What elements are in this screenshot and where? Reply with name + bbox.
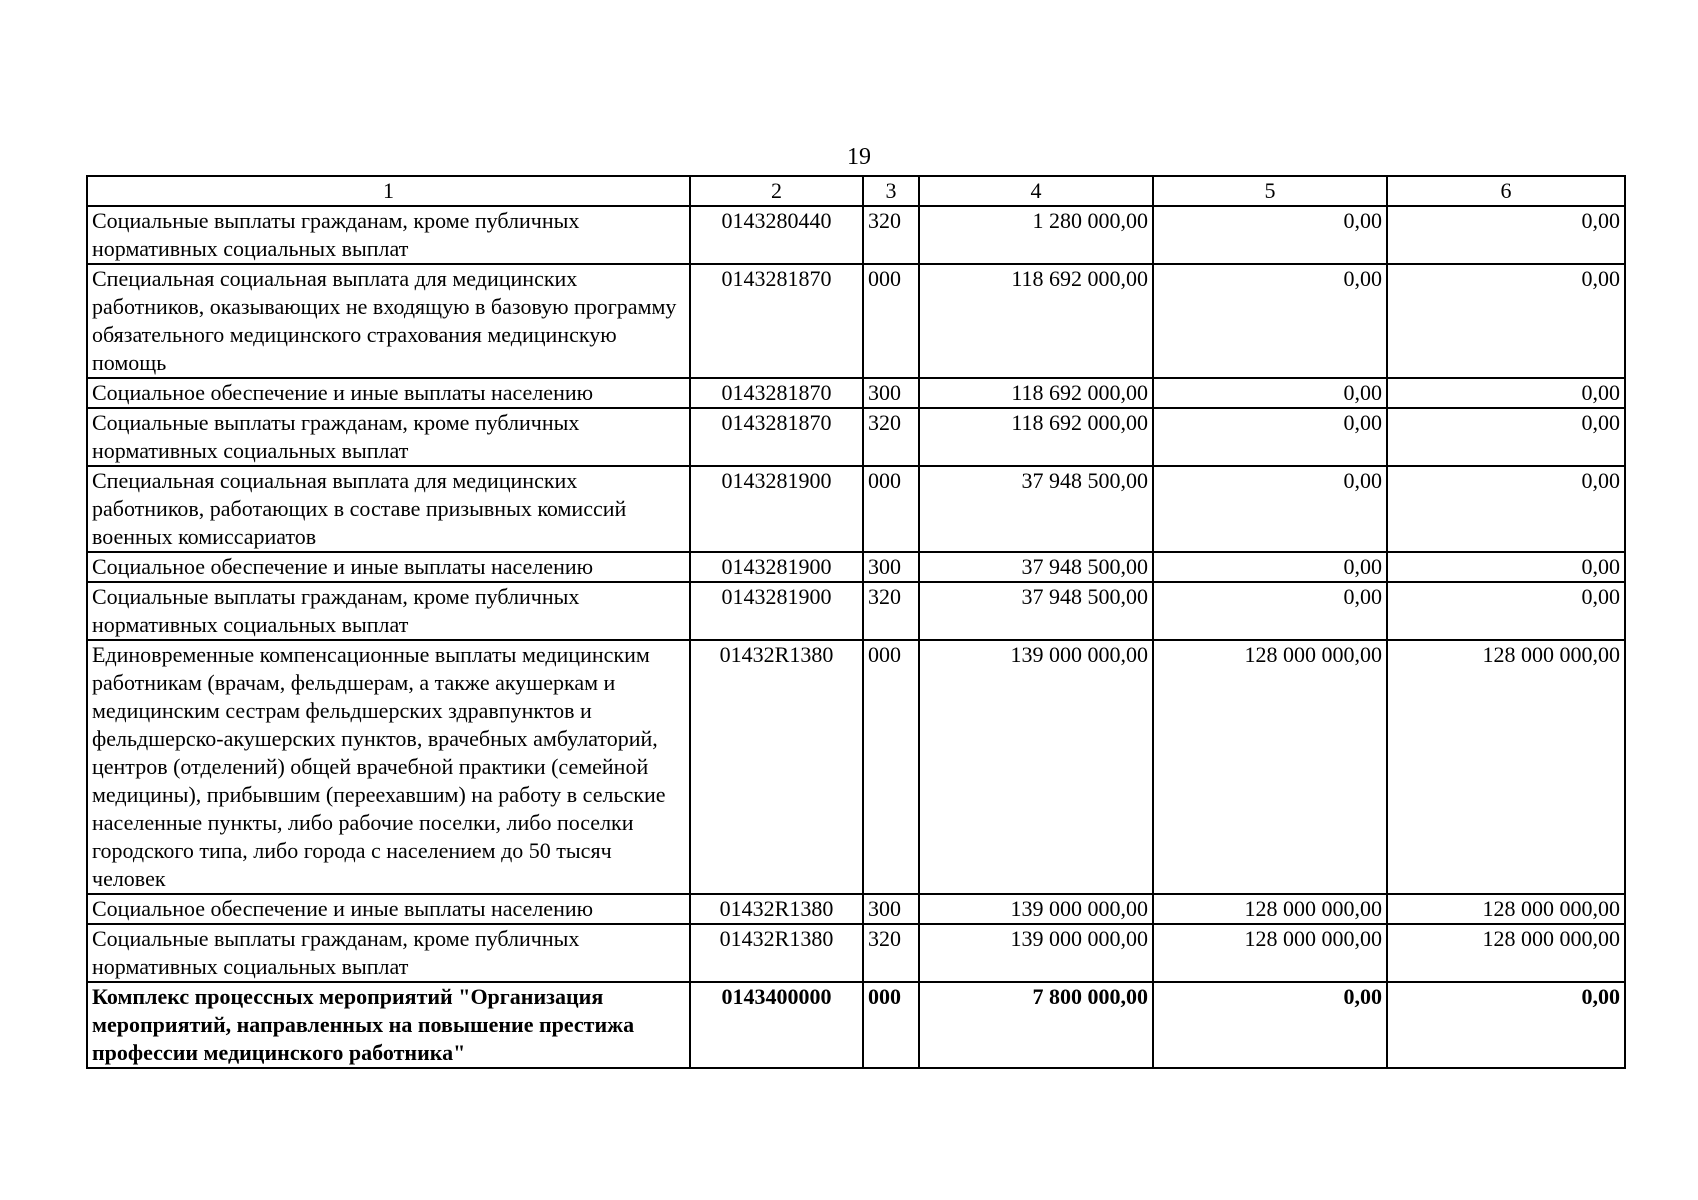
row-amount-col6: 0,00 — [1387, 408, 1625, 466]
row-amount-col5: 0,00 — [1153, 206, 1387, 264]
row-target-code: 01432R1380 — [690, 640, 863, 894]
row-amount-col6: 0,00 — [1387, 466, 1625, 552]
row-target-code: 0143281900 — [690, 552, 863, 582]
row-expense-type: 000 — [863, 466, 919, 552]
row-name: Социальные выплаты гражданам, кроме публичных нормативных социальных выплат — [87, 408, 690, 466]
row-target-code: 0143400000 — [690, 982, 863, 1068]
row-expense-type: 000 — [863, 264, 919, 378]
column-number-row — [87, 176, 1625, 206]
table-row — [87, 582, 1625, 640]
table-row — [87, 640, 1625, 894]
row-amount-col4: 139 000 000,00 — [919, 640, 1153, 894]
row-expense-type: 300 — [863, 378, 919, 408]
table-row — [87, 206, 1625, 264]
row-amount-col6: 128 000 000,00 — [1387, 640, 1625, 894]
row-amount-col4: 118 692 000,00 — [919, 264, 1153, 378]
row-target-code: 0143281870 — [690, 264, 863, 378]
budget-table — [86, 175, 1626, 1069]
row-name: Комплекс процессных мероприятий "Организация мероприятий, направленных на повышение престижа профессии медицинского работника" — [87, 982, 690, 1068]
row-amount-col6: 0,00 — [1387, 552, 1625, 582]
row-amount-col5: 0,00 — [1153, 582, 1387, 640]
row-amount-col5: 128 000 000,00 — [1153, 924, 1387, 982]
table-row — [87, 264, 1625, 378]
row-target-code: 01432R1380 — [690, 924, 863, 982]
row-expense-type: 320 — [863, 924, 919, 982]
row-target-code: 0143281900 — [690, 466, 863, 552]
row-amount-col4: 7 800 000,00 — [919, 982, 1153, 1068]
column-header-6: 6 — [1387, 176, 1625, 206]
row-amount-col6: 0,00 — [1387, 378, 1625, 408]
row-expense-type: 320 — [863, 408, 919, 466]
row-target-code: 0143281870 — [690, 378, 863, 408]
row-amount-col5: 128 000 000,00 — [1153, 894, 1387, 924]
row-name: Единовременные компенсационные выплаты медицинским работникам (врачам, фельдшерам, а также акушеркам и медицинским сестрам фельдшерских здравпунктов и фельдшерско-акушерских пунктов, врачебных амбулаторий, центров (отделений) общей врачебной практики (семейной медицины), прибывшим (переехавшим) на работу в сельские населенные пункты, либо рабочие поселки, либо поселки городского типа, либо города с населением до 50 тысяч человек — [87, 640, 690, 894]
column-header-2: 2 — [690, 176, 863, 206]
column-header-5: 5 — [1153, 176, 1387, 206]
table-row — [87, 894, 1625, 924]
row-expense-type: 300 — [863, 894, 919, 924]
row-amount-col6: 0,00 — [1387, 264, 1625, 378]
row-amount-col5: 0,00 — [1153, 264, 1387, 378]
row-amount-col4: 37 948 500,00 — [919, 552, 1153, 582]
row-amount-col4: 118 692 000,00 — [919, 378, 1153, 408]
table-row — [87, 378, 1625, 408]
column-header-4: 4 — [919, 176, 1153, 206]
row-amount-col5: 0,00 — [1153, 552, 1387, 582]
page-number: 19 — [847, 144, 871, 170]
row-amount-col4: 37 948 500,00 — [919, 466, 1153, 552]
row-expense-type: 300 — [863, 552, 919, 582]
row-amount-col6: 128 000 000,00 — [1387, 894, 1625, 924]
row-name: Социальные выплаты гражданам, кроме публичных нормативных социальных выплат — [87, 582, 690, 640]
table-row — [87, 924, 1625, 982]
row-amount-col5: 0,00 — [1153, 408, 1387, 466]
row-amount-col4: 139 000 000,00 — [919, 894, 1153, 924]
row-amount-col6: 0,00 — [1387, 582, 1625, 640]
table-row — [87, 982, 1625, 1068]
row-amount-col5: 0,00 — [1153, 982, 1387, 1068]
row-name: Социальные выплаты гражданам, кроме публичных нормативных социальных выплат — [87, 206, 690, 264]
row-target-code: 0143281900 — [690, 582, 863, 640]
row-amount-col4: 139 000 000,00 — [919, 924, 1153, 982]
row-target-code: 0143281870 — [690, 408, 863, 466]
row-amount-col4: 1 280 000,00 — [919, 206, 1153, 264]
row-name: Социальные выплаты гражданам, кроме публичных нормативных социальных выплат — [87, 924, 690, 982]
row-amount-col6: 128 000 000,00 — [1387, 924, 1625, 982]
row-expense-type: 320 — [863, 582, 919, 640]
column-header-3: 3 — [863, 176, 919, 206]
row-amount-col5: 0,00 — [1153, 378, 1387, 408]
row-target-code: 0143280440 — [690, 206, 863, 264]
row-target-code: 01432R1380 — [690, 894, 863, 924]
table-row — [87, 552, 1625, 582]
row-name: Социальное обеспечение и иные выплаты населению — [87, 552, 690, 582]
row-amount-col4: 118 692 000,00 — [919, 408, 1153, 466]
column-header-1: 1 — [87, 176, 690, 206]
row-name: Специальная социальная выплата для медицинских работников, оказывающих не входящую в базовую программу обязательного медицинского страхования медицинскую помощь — [87, 264, 690, 378]
row-expense-type: 320 — [863, 206, 919, 264]
row-expense-type: 000 — [863, 982, 919, 1068]
row-name: Социальное обеспечение и иные выплаты населению — [87, 378, 690, 408]
table-row — [87, 408, 1625, 466]
row-name: Специальная социальная выплата для медицинских работников, работающих в составе призывных комиссий военных комиссариатов — [87, 466, 690, 552]
table-row — [87, 466, 1625, 552]
row-amount-col4: 37 948 500,00 — [919, 582, 1153, 640]
row-amount-col6: 0,00 — [1387, 206, 1625, 264]
row-amount-col6: 0,00 — [1387, 982, 1625, 1068]
row-expense-type: 000 — [863, 640, 919, 894]
row-name: Социальное обеспечение и иные выплаты населению — [87, 894, 690, 924]
row-amount-col5: 128 000 000,00 — [1153, 640, 1387, 894]
row-amount-col5: 0,00 — [1153, 466, 1387, 552]
